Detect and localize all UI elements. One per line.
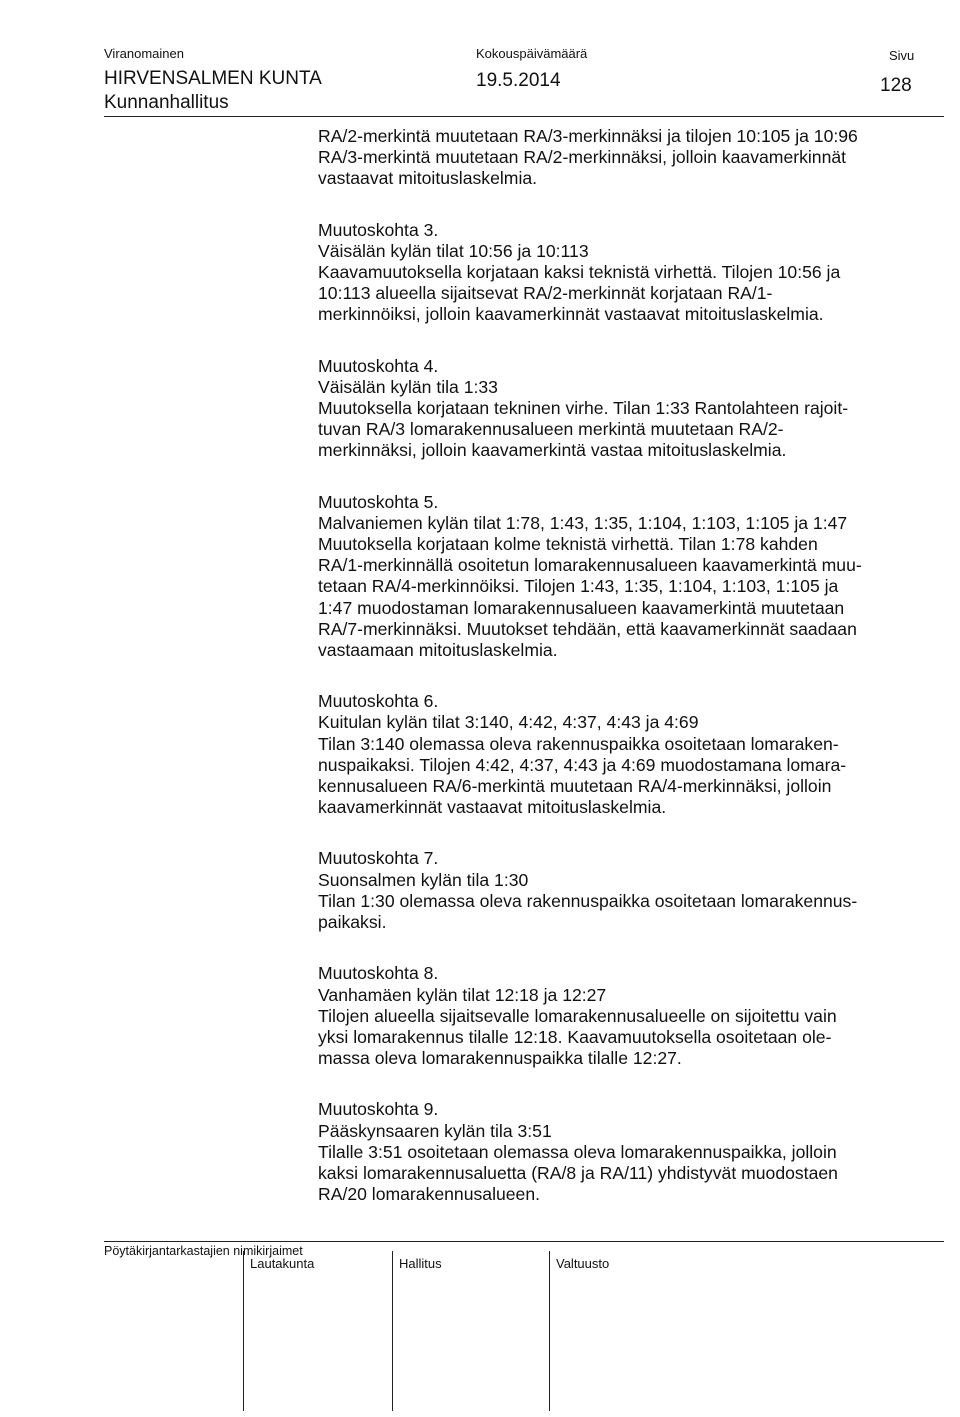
intro-paragraph bbox=[318, 126, 950, 190]
item-title: Muutoskohta 6. bbox=[318, 691, 439, 712]
item-line: yksi lomarakennus tilalle 12:18. Kaavamuutoksella osoitetaan ole- bbox=[318, 1026, 832, 1047]
item-line: Muutoksella korjataan kolme teknistä virhettä. Tilan 1:78 kahden bbox=[318, 534, 818, 555]
item-line: massa oleva lomarakennuspaikka tilalle 12:27. bbox=[318, 1048, 682, 1069]
header-rule bbox=[104, 116, 944, 117]
change-item-3 bbox=[318, 220, 950, 326]
item-subtitle: Kuitulan kylän tilat 3:140, 4:42, 4:37, 4:43 ja 4:69 bbox=[318, 712, 699, 733]
authority-name: HIRVENSALMEN KUNTA bbox=[104, 68, 322, 89]
change-item-7 bbox=[318, 848, 950, 933]
item-title: Muutoskohta 4. bbox=[318, 355, 439, 376]
item-line: merkinnäksi, jolloin kaavamerkintä vastaa mitoituslaskelmia. bbox=[318, 440, 787, 461]
item-line: 1:47 muodostaman lomarakennusalueen kaavamerkintä muutetaan bbox=[318, 597, 845, 618]
change-item-4 bbox=[318, 356, 950, 462]
item-line: kaksi lomarakennusaluetta (RA/8 ja RA/11) yhdistyvät muodostaen bbox=[318, 1162, 838, 1183]
item-line: Tilojen alueella sijaitsevalle lomarakennusalueelle on sijoitettu vain bbox=[318, 1005, 837, 1026]
item-title: Muutoskohta 9. bbox=[318, 1099, 439, 1120]
item-line: tuvan RA/3 lomarakennusalueen merkintä muutetaan RA/2- bbox=[318, 419, 784, 440]
item-line: RA/7-merkinnäksi. Muutokset tehdään, että kaavamerkinnät saadaan bbox=[318, 618, 857, 639]
item-line: nuspaikaksi. Tilojen 4:42, 4:37, 4:43 ja 4:69 muodostamana lomara- bbox=[318, 754, 847, 775]
item-line: Tilan 3:140 olemassa oleva rakennuspaikka osoitetaan lomaraken- bbox=[318, 733, 839, 754]
item-title: Muutoskohta 7. bbox=[318, 848, 439, 869]
item-subtitle: Pääskynsaaren kylän tila 3:51 bbox=[318, 1120, 552, 1141]
item-line: kaavamerkinnät vastaavat mitoituslaskelmia. bbox=[318, 797, 667, 818]
item-title: Muutoskohta 5. bbox=[318, 491, 439, 512]
item-line: Tilalle 3:51 osoitetaan olemassa oleva lomarakennuspaikka, jolloin bbox=[318, 1141, 837, 1162]
item-line: merkinnöiksi, jolloin kaavamerkinnät vastaavat mitoituslaskelmia. bbox=[318, 304, 824, 325]
signature-column-label: Valtuusto bbox=[556, 1256, 610, 1271]
footer-rule bbox=[104, 1241, 944, 1242]
item-title: Muutoskohta 3. bbox=[318, 219, 439, 240]
item-line: 10:113 alueella sijaitsevat RA/2-merkinnät korjataan RA/1- bbox=[318, 283, 773, 304]
item-subtitle: Vanhamäen kylän tilat 12:18 ja 12:27 bbox=[318, 984, 607, 1005]
page-label: Sivu bbox=[889, 48, 915, 63]
item-subtitle: Väisälän kylän tilat 10:56 ja 10:113 bbox=[318, 240, 589, 261]
page-number: 128 bbox=[880, 75, 912, 96]
date-label: Kokouspäivämäärä bbox=[476, 46, 588, 61]
item-subtitle: Väisälän kylän tila 1:33 bbox=[318, 376, 498, 397]
intro-line: vastaavat mitoituslaskelmia. bbox=[318, 168, 538, 189]
signatures-title: Pöytäkirjantarkastajien nimikirjaimet bbox=[104, 1244, 303, 1258]
item-line: Tilan 1:30 olemassa oleva rakennuspaikka osoitetaan lomarakennus- bbox=[318, 890, 858, 911]
change-item-9 bbox=[318, 1099, 950, 1205]
signature-column-label: Hallitus bbox=[399, 1256, 442, 1271]
meeting-date: 19.5.2014 bbox=[476, 70, 561, 91]
document-body bbox=[318, 126, 950, 1205]
item-line: RA/20 lomarakennusalueen. bbox=[318, 1184, 541, 1205]
item-line: paikaksi. bbox=[318, 912, 387, 933]
authority-label: Viranomainen bbox=[104, 46, 184, 61]
signature-column-hallitus bbox=[392, 1251, 442, 1411]
signature-column-lautakunta bbox=[243, 1251, 314, 1411]
item-subtitle: Malvaniemen kylän tilat 1:78, 1:43, 1:35, 1:104, 1:103, 1:105 ja 1:47 bbox=[318, 512, 848, 533]
authority-body: Kunnanhallitus bbox=[104, 92, 229, 113]
item-line: Muutoksella korjataan tekninen virhe. Tilan 1:33 Rantolahteen rajoit- bbox=[318, 398, 849, 419]
item-subtitle: Suonsalmen kylän tila 1:30 bbox=[318, 869, 529, 890]
intro-line: RA/3-merkintä muutetaan RA/2-merkinnäksi, jolloin kaavamerkinnät bbox=[318, 147, 847, 168]
change-item-8 bbox=[318, 963, 950, 1069]
intro-line: RA/2-merkintä muutetaan RA/3-merkinnäksi ja tilojen 10:105 ja 10:96 bbox=[318, 126, 858, 146]
item-line: kennusalueen RA/6-merkintä muutetaan RA/4-merkinnäksi, jolloin bbox=[318, 776, 832, 797]
change-item-5 bbox=[318, 492, 950, 662]
signature-column-valtuusto bbox=[549, 1251, 609, 1411]
signature-column-label: Lautakunta bbox=[250, 1256, 315, 1271]
item-title: Muutoskohta 8. bbox=[318, 963, 439, 984]
item-line: RA/1-merkinnällä osoitetun lomarakennusalueen kaavamerkintä muu- bbox=[318, 555, 862, 576]
item-line: Kaavamuutoksella korjataan kaksi teknistä virhettä. Tilojen 10:56 ja bbox=[318, 262, 841, 283]
change-item-6 bbox=[318, 691, 950, 818]
item-line: tetaan RA/4-merkinnöiksi. Tilojen 1:43, 1:35, 1:104, 1:103, 1:105 ja bbox=[318, 576, 839, 597]
item-line: vastaamaan mitoituslaskelmia. bbox=[318, 640, 558, 661]
